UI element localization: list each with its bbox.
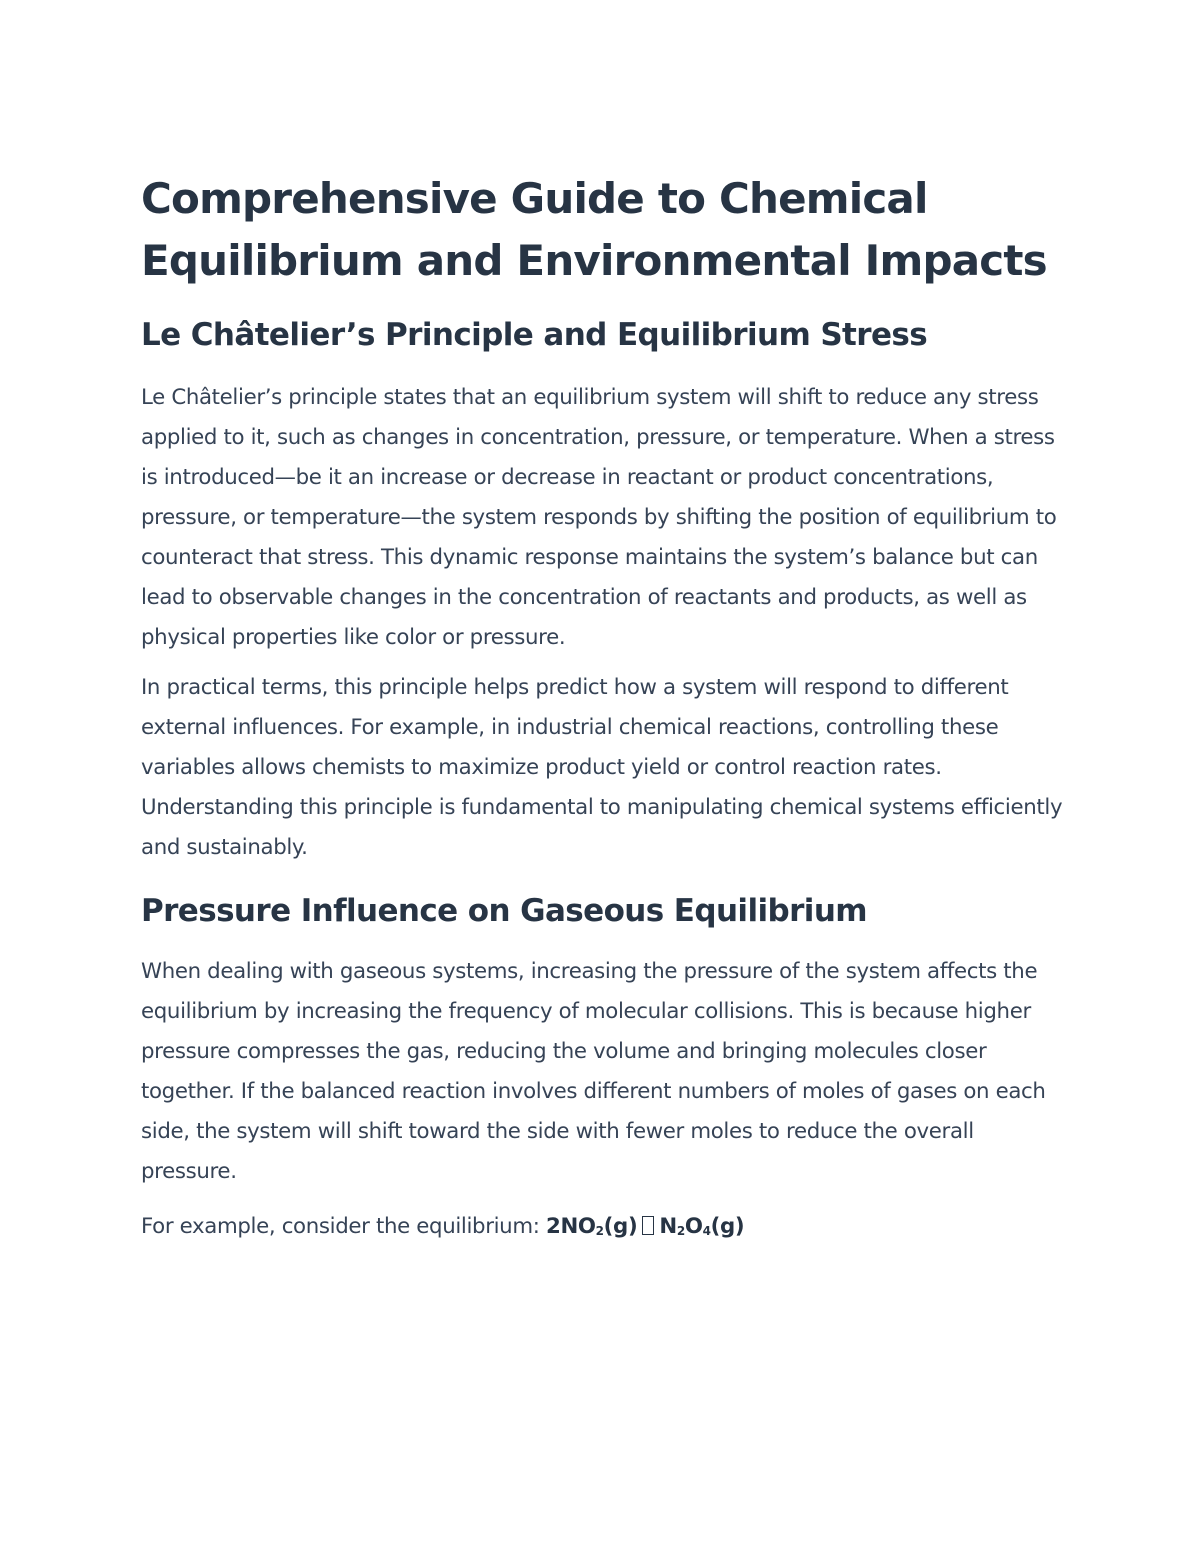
product-element-2: O	[684, 1214, 703, 1239]
section-heading-pressure: Pressure Influence on Gaseous Equilibrium	[141, 893, 867, 929]
document-title: Comprehensive Guide to Chemical Equilibrium and Environmental Impacts	[141, 174, 1047, 285]
product-subscript-1: 2	[676, 1224, 685, 1238]
reactant-subscript: 2	[595, 1224, 604, 1238]
reactant-coefficient: 2	[545, 1214, 561, 1239]
reactant-formula: NO	[560, 1214, 596, 1239]
equilibrium-arrow-icon	[642, 1216, 654, 1235]
paragraph-pressure-effect: When dealing with gaseous systems, increasing the pressure of the system affects the equilibrium by increasing the frequency of molecular collisions. This is because higher pressure compresses the gas, reducing the volume and bringing molecules closer together. If the balanced reaction involves different numbers of moles of gases on each side, the system will shift toward the side with fewer moles to reduce the overall pressure.	[141, 959, 1046, 1184]
reactant-state: (g)	[603, 1214, 638, 1239]
example-lead-text: For example, consider the equilibrium:	[141, 1214, 546, 1239]
equilibrium-formula	[546, 1214, 744, 1239]
paragraph-le-chatelier-practical: In practical terms, this principle helps predict how a system will respond to different external influences. For example, in industrial chemical reactions, controlling these variables allows chemists to maximize product yield or control reaction rates. Understanding this principle is fundamental to manipulating chemical systems efficiently and sustainably.	[141, 675, 1063, 860]
product-state: (g)	[710, 1214, 745, 1239]
document-page	[141, 168, 1071, 1247]
section-heading-le-chatelier: Le Châtelier’s Principle and Equilibrium Stress	[141, 317, 928, 353]
paragraph-le-chatelier-definition: Le Châtelier’s principle states that an equilibrium system will shift to reduce any stress applied to it, such as changes in concentration, pressure, or temperature. When a stress is introduced—be it an increase or decrease in reactant or product concentrations, pressure, or temperature—the system responds by shifting the position of equilibrium to counteract that stress. This dynamic response maintains the system’s balance but can lead to observable changes in the concentration of reactants and products, as well as physical properties like color or pressure.	[141, 385, 1057, 650]
product-subscript-2: 4	[702, 1224, 711, 1238]
product-element-1: N	[659, 1214, 677, 1239]
example-equilibrium-line	[141, 1207, 1071, 1247]
